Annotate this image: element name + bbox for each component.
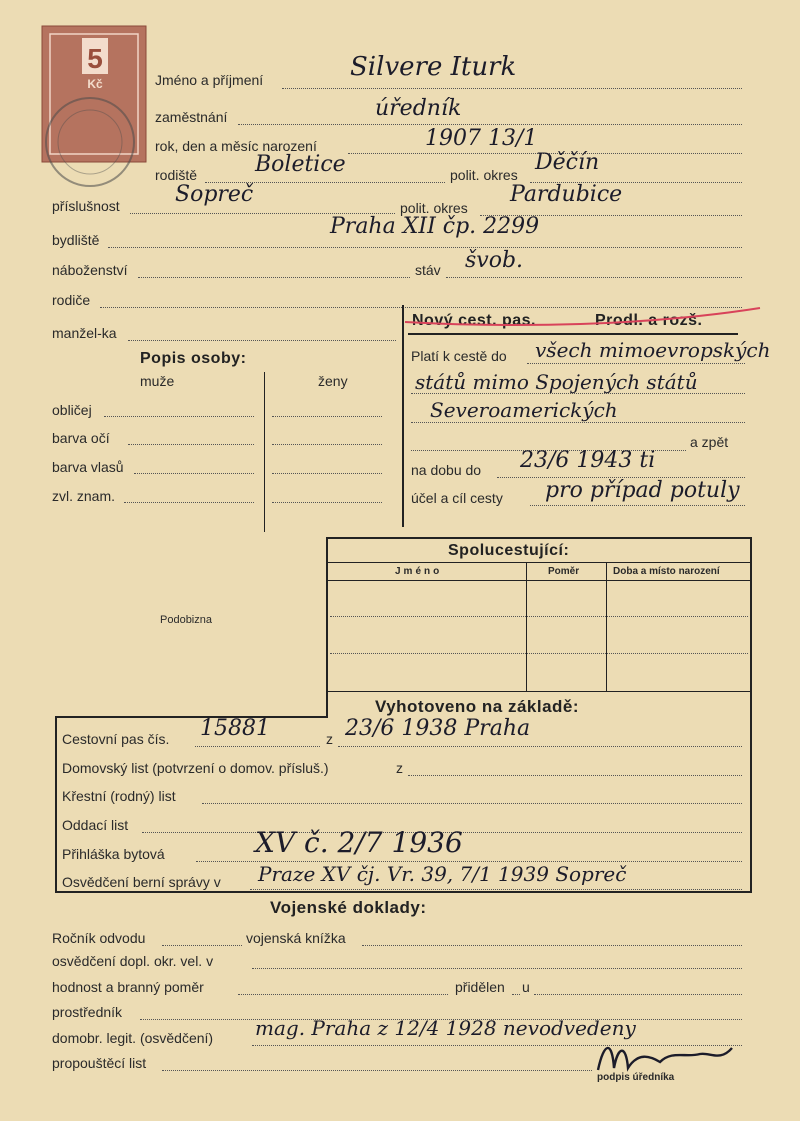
citizenship-label: příslušnost bbox=[52, 198, 120, 214]
passport-number: 15881 bbox=[200, 716, 270, 741]
revenue-stamp-icon bbox=[40, 24, 150, 194]
military-title: Vojenské doklady: bbox=[270, 898, 427, 917]
valid-value-3: Severoamerických bbox=[430, 398, 618, 422]
domicile-label: Domovský list (potvrzení o domov. přísluš.) bbox=[62, 760, 329, 776]
legit-value: mag. Praha z 12/4 1928 nevodvedeny bbox=[255, 1016, 636, 1040]
and-back-label: a zpět bbox=[690, 434, 729, 450]
assigned-label: přidělen bbox=[455, 979, 505, 995]
name-value: Silvere Iturk bbox=[350, 52, 517, 82]
book-label: vojenská knížka bbox=[246, 930, 346, 946]
period-value: 23/6 1943 ti bbox=[520, 448, 656, 473]
signature-caption: podpis úředníka bbox=[597, 1072, 675, 1083]
birth-value: 1907 13/1 bbox=[425, 126, 538, 151]
valid-label: Platí k cestě do bbox=[411, 348, 507, 364]
valid-value-1: všech mimoevropských bbox=[535, 338, 771, 362]
rank-label: hodnost a branný poměr bbox=[52, 979, 204, 995]
residence-value: Praha XII čp. 2299 bbox=[330, 214, 540, 239]
red-strike-mark bbox=[395, 300, 775, 340]
eyes-label: barva očí bbox=[52, 430, 110, 446]
residence-label: bydliště bbox=[52, 232, 100, 248]
registration-label: Přihláška bytová bbox=[62, 846, 165, 862]
religion-label: náboženství bbox=[52, 262, 128, 278]
status-value: švob. bbox=[465, 248, 524, 273]
female-col: ženy bbox=[318, 373, 348, 389]
spouse-label: manžel-ka bbox=[52, 325, 117, 341]
district2-label: polit. okres bbox=[400, 200, 468, 216]
marks-label: zvl. znam. bbox=[52, 488, 116, 504]
birth-label: rok, den a měsíc narození bbox=[155, 138, 317, 154]
mediator-label: prostředník bbox=[52, 1004, 123, 1020]
domicile-z-label: z bbox=[396, 760, 403, 776]
stamp-value: 5 bbox=[87, 43, 103, 74]
district2-value: Pardubice bbox=[510, 182, 623, 207]
status-label: stáv bbox=[415, 262, 441, 278]
job-label: zaměstnání bbox=[155, 109, 228, 125]
tax-label: Osvědčení berní správy v bbox=[62, 874, 221, 890]
birth-cert-label: Křestní (rodný) list bbox=[62, 788, 176, 804]
period-label: na dobu do bbox=[411, 462, 482, 478]
face-label: obličej bbox=[52, 402, 92, 418]
companions-title: Spolucestující: bbox=[448, 542, 570, 559]
u-label: u bbox=[522, 979, 530, 995]
birthplace-value: Boletice bbox=[255, 152, 346, 177]
col-relation: Poměr bbox=[548, 566, 580, 577]
tax-value: Praze XV čj. Vr. 39, 7/1 1939 Sopreč bbox=[258, 862, 627, 886]
hair-label: barva vlasů bbox=[52, 459, 124, 475]
basis-title: Vyhotoveno na základě: bbox=[375, 697, 580, 716]
name-label: Jméno a příjmení bbox=[155, 72, 264, 88]
district1-value: Děčín bbox=[535, 150, 600, 175]
male-col: muže bbox=[140, 373, 175, 389]
passport-z-label: z bbox=[326, 731, 333, 747]
registration-value: XV č. 2/7 1936 bbox=[255, 826, 463, 859]
stamp-currency: Kč bbox=[87, 77, 103, 91]
photo-label: Podobizna bbox=[160, 614, 212, 626]
discharge-label: propouštěcí list bbox=[52, 1055, 147, 1071]
col-birth: Doba a místo narození bbox=[613, 566, 720, 577]
marriage-label: Oddací list bbox=[62, 817, 129, 833]
job-value: úředník bbox=[375, 96, 462, 121]
citizenship-value: Sopreč bbox=[175, 182, 254, 207]
year-label: Ročník odvodu bbox=[52, 930, 146, 946]
valid-value-2: států mimo Spojených států bbox=[415, 370, 698, 394]
new-passport-label: Nový cest. pas. bbox=[412, 312, 536, 329]
passport-date: 23/6 1938 Praha bbox=[345, 716, 531, 741]
cert-label: osvědčení dopl. okr. vel. v bbox=[52, 953, 214, 969]
extend-label: Prodl. a rozš. bbox=[595, 312, 703, 329]
col-name: Jméno bbox=[395, 566, 443, 577]
purpose-value: pro případ potuly bbox=[545, 478, 740, 503]
description-title: Popis osoby: bbox=[140, 350, 247, 367]
birthplace-label: rodiště bbox=[155, 167, 198, 183]
parents-label: rodiče bbox=[52, 292, 91, 308]
district1-label: polit. okres bbox=[450, 167, 518, 183]
purpose-label: účel a cíl cesty bbox=[411, 490, 503, 506]
legit-label: domobr. legit. (osvědčení) bbox=[52, 1030, 214, 1046]
passport-label: Cestovní pas čís. bbox=[62, 731, 170, 747]
